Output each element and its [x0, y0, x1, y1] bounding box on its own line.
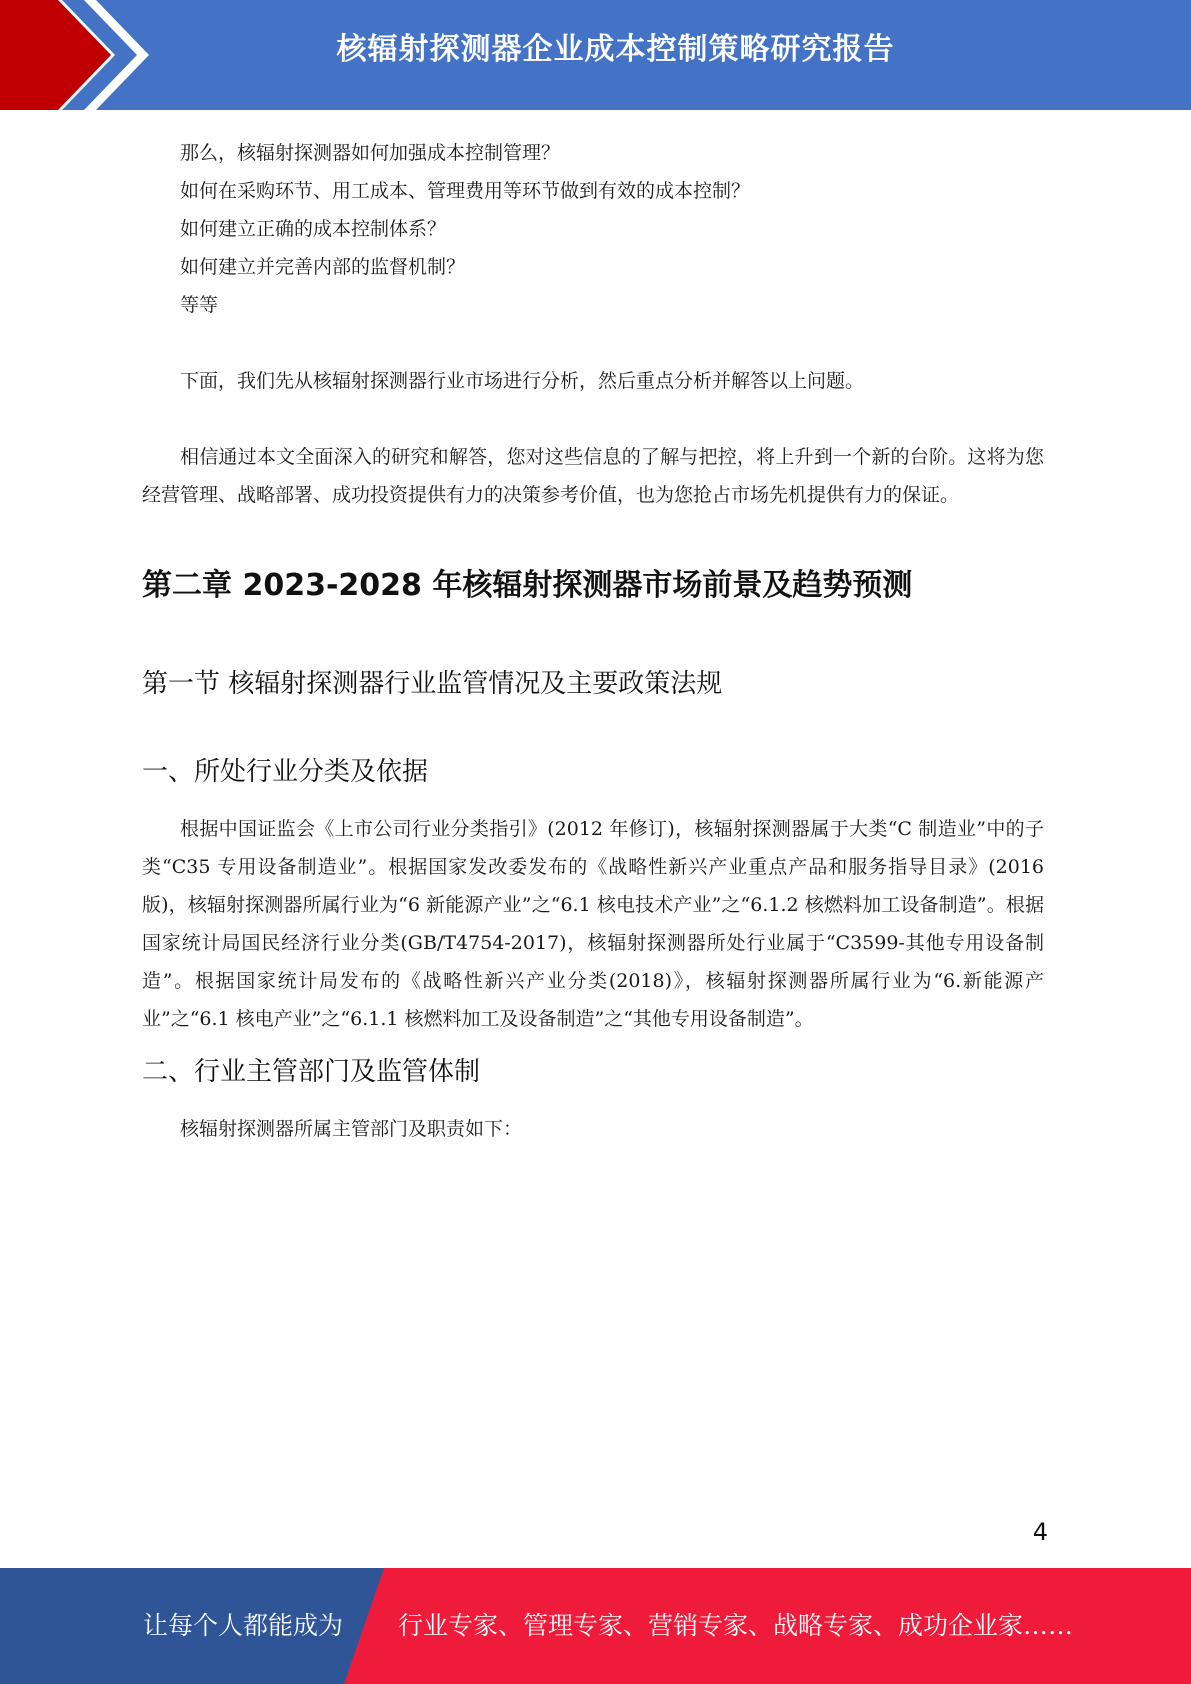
chapter-heading: 第二章 2023-2028 年核辐射探测器市场前景及趋势预测: [142, 568, 913, 603]
page-number: 4: [1032, 1518, 1048, 1546]
document-body: [142, 134, 1044, 1148]
intro-question: 等等: [180, 294, 219, 316]
intro-paragraph-trust: 相信通过本文全面深入的研究和解答，您对这些信息的了解与把控，将上升到一个新的台阶。这将为您经营管理、战略部署、成功投资提供有力的决策参考价值，也为您抢占市场先机提供有力的保证。: [142, 446, 1044, 506]
regulation-paragraph: 核辐射探测器所属主管部门及职责如下：: [180, 1118, 523, 1140]
footer-slogan-right: 行业专家、管理专家、营销专家、战略专家、成功企业家……: [398, 1611, 1074, 1640]
intro-question: 如何在采购环节、用工成本、管理费用等环节做到有效的成本控制？: [180, 180, 751, 202]
intro-paragraph-next: 下面，我们先从核辐射探测器行业市场进行分析，然后重点分析并解答以上问题。: [180, 370, 865, 392]
section-heading: 第一节 核辐射探测器行业监管情况及主要政策法规: [142, 669, 723, 699]
subsection-heading-classification: 一、所处行业分类及依据: [142, 757, 429, 787]
page-footer: [0, 1568, 1191, 1684]
footer-slogan-left: 让每个人都能成为: [143, 1611, 344, 1640]
subsection-heading-regulation: 二、行业主管部门及监管体制: [142, 1057, 481, 1087]
report-title: 核辐射探测器企业成本控制策略研究报告: [336, 32, 895, 67]
classification-paragraph: 根据中国证监会《上市公司行业分类指引》(2012 年修订)，核辐射探测器属于大类“C 制造业”中的子类“C35 专用设备制造业”。根据国家发改委发布的《战略性新兴产业重点产品和服务指导目录》(2016 版)，核辐射探测器所属行业为“6 新能源产业”之“6.1 核电技术产业”之“6.1.2 核燃料加工设备制造”。根据国家统计局国民经济行业分类(GB/T4754-2017)，核辐射探测器所处行业属于“C3599-其他专用设备制造”。根据国家统计局发布的《战略性新兴产业分类(2018)》，核辐射探测器所属行业为“6.新能源产业”之“6.1 核电产业”之“6.1.1 核燃料加工及设备制造”之“其他专用设备制造”。: [142, 818, 1044, 1030]
intro-question: 如何建立正确的成本控制体系？: [180, 218, 447, 240]
page-header: [0, 0, 1191, 110]
intro-questions: [142, 134, 1044, 324]
intro-question: 那么，核辐射探测器如何加强成本控制管理？: [180, 142, 561, 164]
intro-question: 如何建立并完善内部的监督机制？: [180, 256, 466, 278]
